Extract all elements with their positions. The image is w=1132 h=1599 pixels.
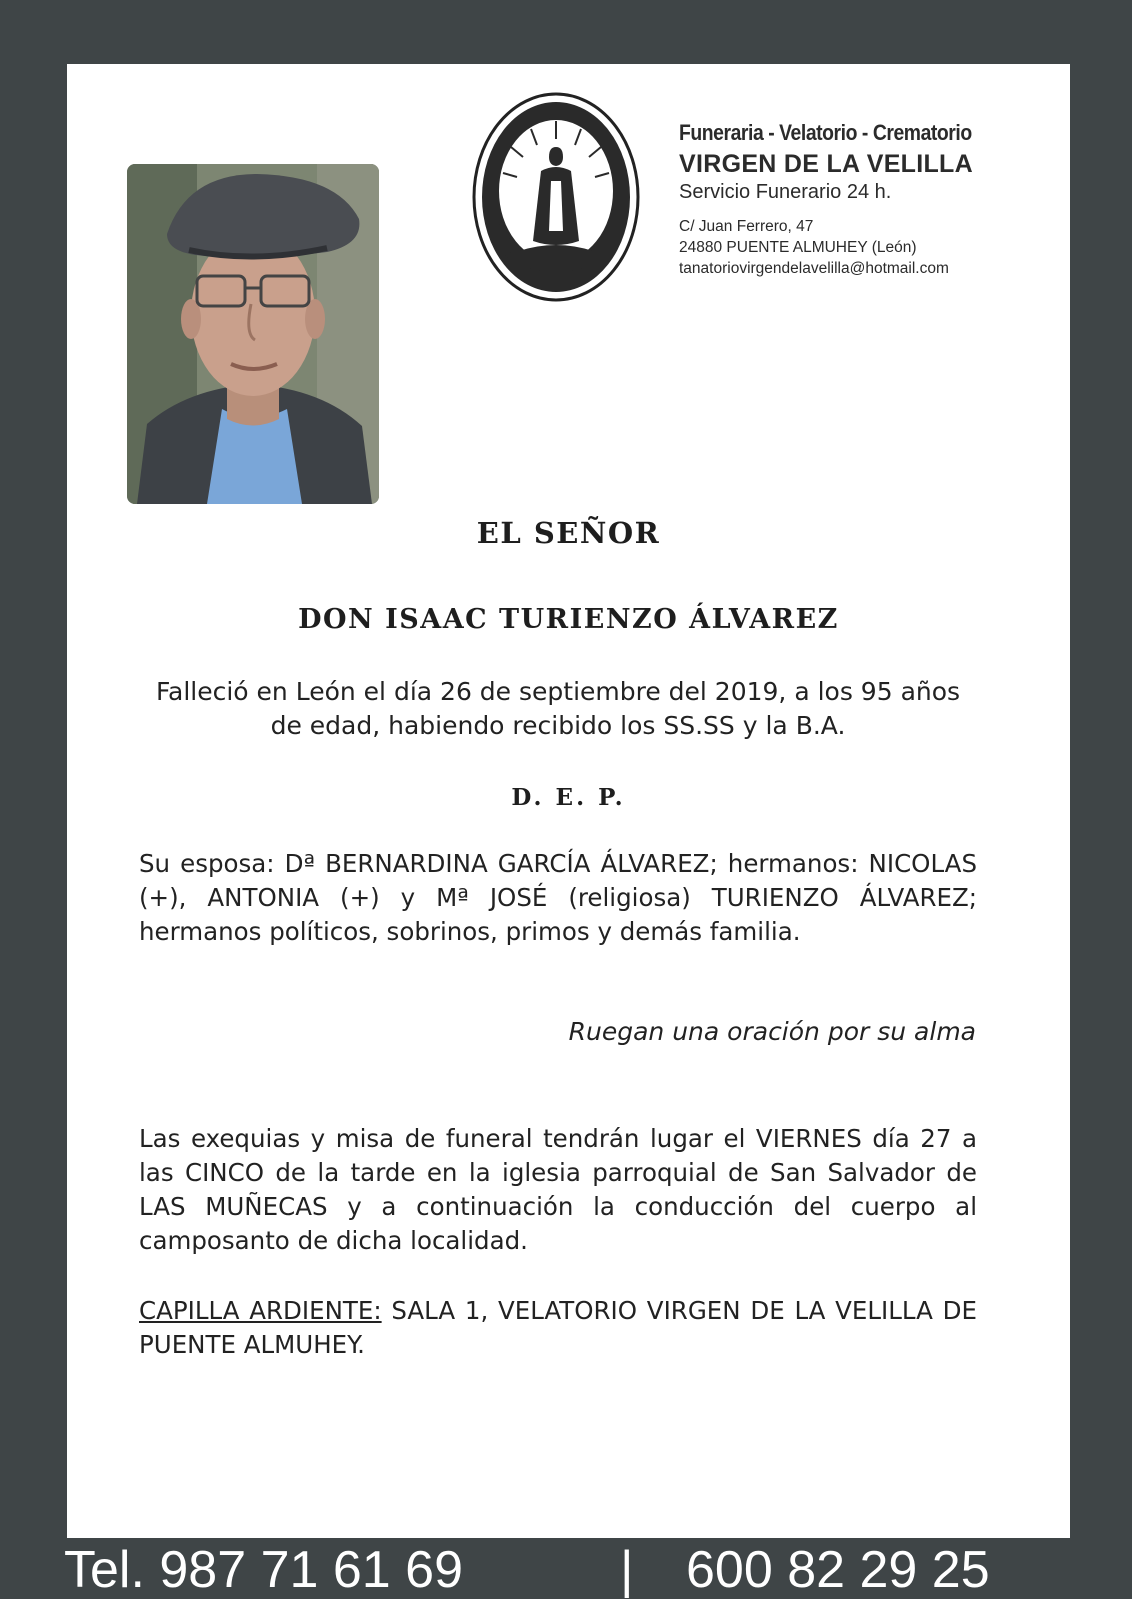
prayer-request: Ruegan una oración por su alma bbox=[568, 1017, 976, 1046]
address-line-2: 24880 PUENTE ALMUHEY (León) bbox=[679, 239, 917, 256]
chapel-label: CAPILLA ARDIENTE: bbox=[139, 1296, 382, 1325]
address-block bbox=[679, 216, 1059, 279]
phone-primary[interactable]: Tel. 987 71 61 69 bbox=[64, 1541, 463, 1599]
funeral-details: Las exequias y misa de funeral tendrán lugar el VIERNES día 27 a las CINCO de la tarde en la iglesia parroquial de San Salvador de LAS MUÑECAS y a continuación la conducción del cuerpo al camposanto de dicha localidad. bbox=[139, 1124, 977, 1255]
services-line: Funeraria - Velatorio - Crematorio bbox=[679, 120, 972, 145]
service-hours: Servicio Funerario 24 h. bbox=[679, 181, 892, 203]
virgin-seal-logo bbox=[471, 91, 641, 303]
phone-separator: | bbox=[620, 1541, 634, 1599]
deceased-photo bbox=[127, 164, 379, 504]
contact-footer bbox=[0, 1538, 1132, 1599]
chapel-text: SALA 1, VELATORIO VIRGEN DE LA VELILLA DE PUENTE ALMUHEY. bbox=[139, 1296, 977, 1359]
chapel-details bbox=[139, 1294, 977, 1362]
obituary-sheet bbox=[67, 64, 1070, 1538]
address-line-1: C/ Juan Ferrero, 47 bbox=[679, 218, 814, 235]
phone-secondary[interactable]: 600 82 29 25 bbox=[686, 1541, 990, 1599]
honorific-title: EL SEÑOR bbox=[476, 516, 661, 550]
rest-in-peace: D. E. P. bbox=[511, 784, 626, 811]
family-paragraph: Su esposa: Dª BERNARDINA GARCÍA ÁLVAREZ; hermanos: NICOLAS (+), ANTONIA (+) y Mª JOSÉ (religiosa) TURIENZO ÁLVAREZ; hermanos políticos, sobrinos, primos y demás familia. bbox=[139, 849, 977, 946]
email-address[interactable]: tanatoriovirgendelavelilla@hotmail.com bbox=[679, 260, 949, 277]
company-name: VIRGEN DE LA VELILLA bbox=[679, 150, 973, 178]
deceased-name: DON ISAAC TURIENZO ÁLVAREZ bbox=[298, 604, 839, 635]
funeral-home-info bbox=[679, 120, 1059, 279]
death-announcement: Falleció en León el día 26 de septiembre del 2019, a los 95 años de edad, habiendo recibido los SS.SS y la B.A. bbox=[155, 677, 961, 740]
